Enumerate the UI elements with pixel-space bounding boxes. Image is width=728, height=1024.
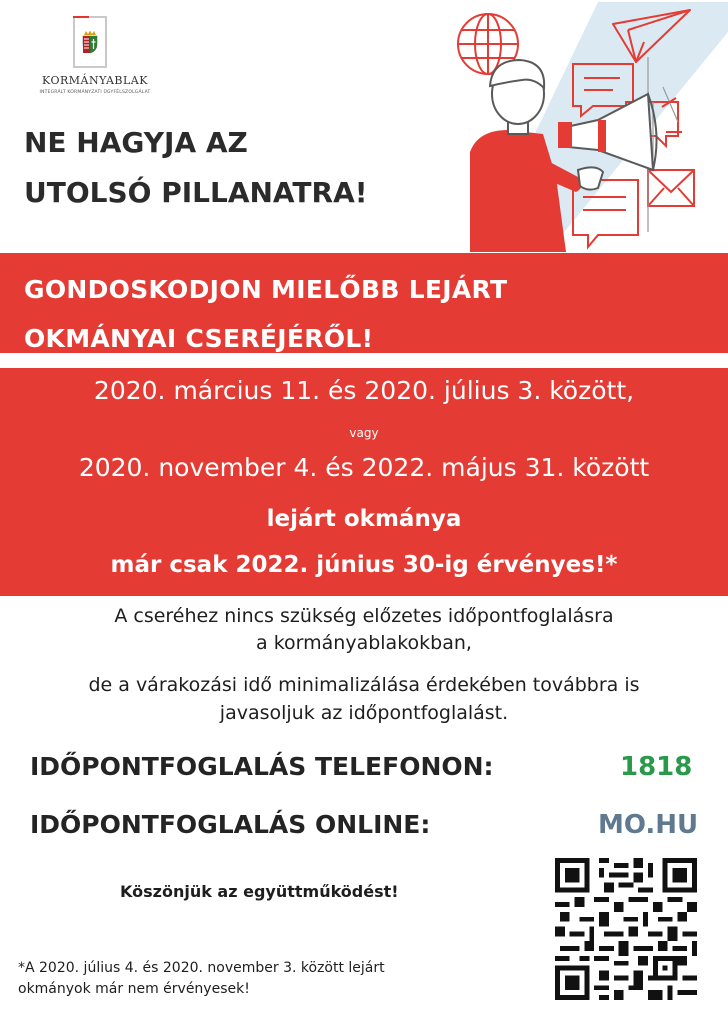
online-booking-label: IDŐPONTFOGLALÁS ONLINE: <box>30 810 431 839</box>
logo-name: KORMÁNYABLAK <box>42 74 148 87</box>
logo-subtitle: INTEGRÁLT KORMÁNYZATI ÜGYFÉLSZOLGÁLAT <box>39 90 151 95</box>
info-line-1: A cseréhez nincs szükség előzetes időpontfoglalásra <box>114 605 614 627</box>
headline-line-1: NE HAGYJA AZ <box>24 126 248 159</box>
banner-line-2: OKMÁNYAI CSERÉJÉRŐL! <box>24 324 374 353</box>
phone-number[interactable]: 1818 <box>620 752 693 782</box>
title-banner <box>0 253 728 353</box>
validity-note: már csak 2022. június 30-ig érvényes!* <box>110 552 618 578</box>
dates-banner <box>0 368 728 596</box>
kormanyablak-logo <box>34 10 156 110</box>
phone-booking-label: IDŐPONTFOGLALÁS TELEFONON: <box>30 752 494 781</box>
date-range-2: 2020. november 4. és 2022. május 31. között <box>78 453 650 482</box>
online-booking-link[interactable]: MO.HU <box>598 810 699 840</box>
footnote-line-2: okmányok már nem érvényesek! <box>18 981 250 997</box>
thanks-text: Köszönjük az együttműködést! <box>120 882 399 901</box>
headline-line-2: UTOLSÓ PILLANATRA! <box>24 176 368 209</box>
headline <box>24 118 444 218</box>
info-line-4: javasoljuk az időpontfoglalást. <box>219 702 509 724</box>
banner-line-1: GONDOSKODJON MIELŐBB LEJÁRT <box>24 275 508 304</box>
qr-code-icon[interactable] <box>555 858 697 1000</box>
info-line-3: de a várakozási idő minimalizálása érdekében továbbra is <box>88 674 640 696</box>
date-or: vagy <box>349 426 379 440</box>
info-line-2: a kormányablakokban, <box>256 632 472 654</box>
megaphone-illustration <box>448 2 728 252</box>
footnote-line-1: *A 2020. július 4. és 2020. november 3. között lejárt <box>18 960 385 976</box>
crest-icon <box>81 30 99 54</box>
envelope-icon <box>648 170 694 206</box>
footnote <box>18 958 438 1000</box>
date-range-1: 2020. március 11. és 2020. július 3. között, <box>93 376 635 405</box>
expired-label: lejárt okmánya <box>266 506 462 532</box>
